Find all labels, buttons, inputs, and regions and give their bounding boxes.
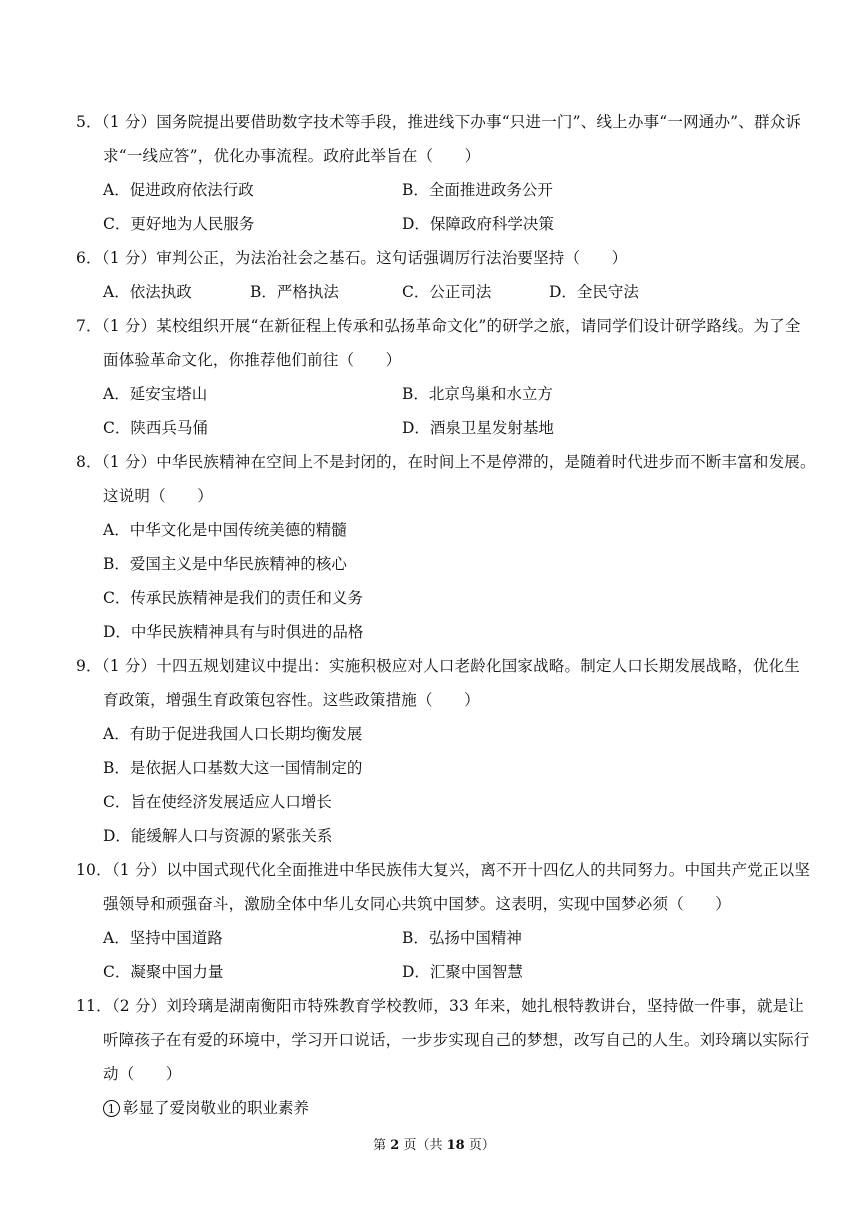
question-7-option-c: C．陕西兵马俑 <box>103 419 208 437</box>
question-6-line-1: 6．（1 分）审判公正，为法治社会之基石。这句话强调厉行法治要坚持（ ） <box>76 249 628 267</box>
question-5-line-2: 求“一线应答”，优化办事流程。政府此举旨在（ ） <box>103 147 481 165</box>
question-11-statement-1 <box>103 1098 309 1118</box>
question-10-option-a: A．坚持中国道路 <box>103 929 223 947</box>
question-7-line-2: 面体验革命文化，你推荐他们前往（ ） <box>103 351 402 369</box>
page-footer: 第 2 页（共 18 页） <box>373 1138 495 1153</box>
total-page-number: 18 <box>446 1138 465 1153</box>
question-9-option-a: A．有助于促进我国人口长期均衡发展 <box>103 725 363 743</box>
statement-text: 彰显了爱岗敬业的职业素养 <box>123 1099 310 1117</box>
question-8-option-b: B．爱国主义是中华民族精神的核心 <box>103 555 347 573</box>
question-11-line-1: 11．（2 分）刘玲璃是湖南衡阳市特殊教育学校教师，33 年来，她扎根特教讲台，坚持做一件事，就是让 <box>76 997 804 1015</box>
question-7-option-a: A．延安宝塔山 <box>103 385 208 403</box>
question-11-line-2: 听障孩子在有爱的环境中，学习开口说话，一步步实现自己的梦想，改写自己的人生。刘玲璃以实际行 <box>103 1031 810 1049</box>
question-10-line-1: 10．（1 分）以中国式现代化全面推进中华民族伟大复兴，离不开十四亿人的共同努力。中国共产党正以坚 <box>76 861 811 879</box>
question-11-line-3: 动（ ） <box>103 1065 182 1083</box>
question-10-line-2: 强领导和顽强奋斗，激励全体中华儿女同心共筑中国梦。这表明，实现中国梦必须（ ） <box>103 895 732 913</box>
question-7-option-d: D．酒泉卫星发射基地 <box>402 419 554 437</box>
question-6-option-c: C．公正司法 <box>402 283 492 301</box>
question-6-option-b: B．严格执法 <box>250 283 339 301</box>
question-7-option-b: B．北京鸟巢和水立方 <box>402 385 553 403</box>
question-10-option-b: B．弘扬中国精神 <box>402 929 522 947</box>
question-8-option-d: D．中华民族精神具有与时俱进的品格 <box>103 623 364 641</box>
question-9-line-2: 育政策，增强生育政策包容性。这些政策措施（ ） <box>103 691 480 709</box>
question-5-option-a: A．促进政府依法行政 <box>103 181 254 199</box>
question-10-option-c: C．凝聚中国力量 <box>103 963 224 981</box>
question-5-option-c: C．更好地为人民服务 <box>103 215 255 233</box>
question-8-line-2: 这说明（ ） <box>103 487 213 505</box>
question-8-line-1: 8．（1 分）中华民族精神在空间上不是封闭的，在时间上不是停滞的，是随着时代进步而不断丰富和发展。 <box>76 453 816 471</box>
current-page-number: 2 <box>390 1138 400 1153</box>
circled-number: 1 <box>103 1100 120 1117</box>
question-9-option-d: D．能缓解人口与资源的紧张关系 <box>103 827 333 845</box>
question-9-option-c: C．旨在使经济发展适应人口增长 <box>103 793 332 811</box>
question-9-line-1: 9．（1 分）十四五规划建议中提出：实施积极应对人口老龄化国家战略。制定人口长期发展战略，优化生 <box>76 657 801 675</box>
question-7-line-1: 7．（1 分）某校组织开展“在新征程上传承和弘扬革命文化”的研学之旅，请同学们设计研学路线。为了全 <box>76 317 801 335</box>
question-5-option-b: B．全面推进政务公开 <box>402 181 553 199</box>
question-8-option-a: A．中华文化是中国传统美德的精髓 <box>103 521 347 539</box>
question-10-option-d: D．汇聚中国智慧 <box>402 963 523 981</box>
question-5-line-1: 5．（1 分）国务院提出要借助数字技术等手段，推进线下办事“只进一门”、线上办事“一网通办”、群众诉 <box>76 113 802 131</box>
question-6-option-a: A．依法执政 <box>103 283 192 301</box>
question-6-option-d: D．全民守法 <box>549 283 639 301</box>
question-8-option-c: C．传承民族精神是我们的责任和义务 <box>103 589 363 607</box>
question-5-option-d: D．保障政府科学决策 <box>402 215 554 233</box>
question-9-option-b: B．是依据人口基数大这一国情制定的 <box>103 759 363 777</box>
